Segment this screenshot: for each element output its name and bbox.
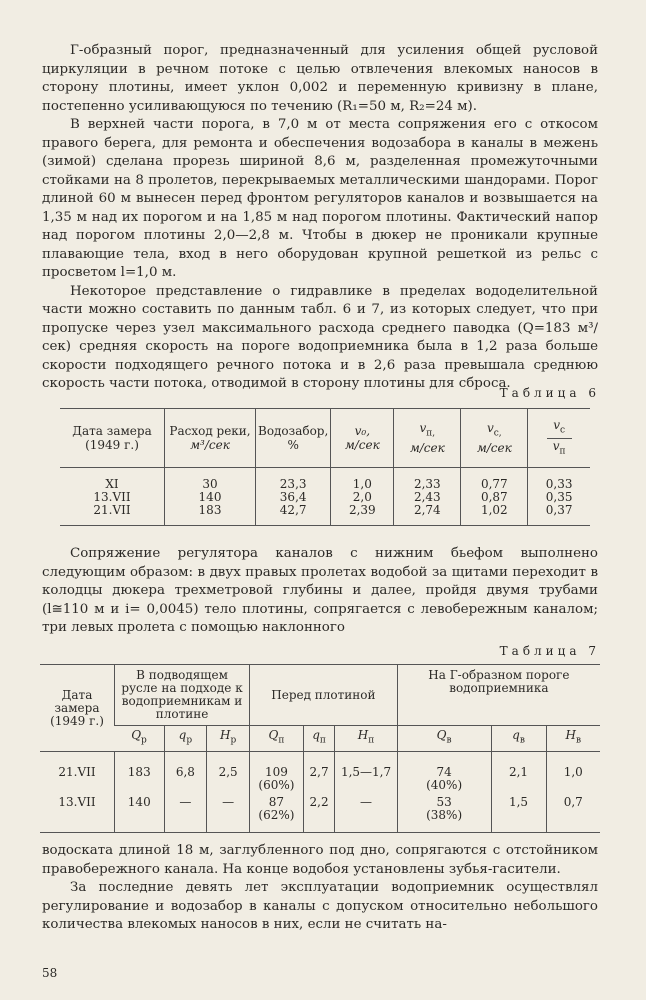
symbol: Q bbox=[436, 728, 447, 742]
table-row bbox=[60, 478, 590, 491]
cell-vc: 0,77 bbox=[461, 478, 528, 491]
col-header-intake: Водозабор, % bbox=[256, 409, 331, 468]
cell-Qv bbox=[397, 752, 491, 793]
sub: р bbox=[141, 735, 147, 746]
cell-flow: 183 bbox=[165, 504, 256, 526]
fraction-numerator bbox=[547, 418, 572, 438]
cell-date: 21.VII bbox=[60, 504, 165, 526]
cell-intake: 42,7 bbox=[256, 504, 331, 526]
col-header-qv bbox=[491, 726, 546, 752]
paragraph: Некоторое представление о гидравлике в пределах вододелительной части можно составить по данным табл. 6 и 7, из которых следует, что при пропуске через узел максимального расхода среднего паводка (Q=183 м³/сек) средняя скорость на пороге водоприемника была в 1,2 раза больше скорости подходящего речного потока и в 2,6 раза превышала среднюю скорость части потока, отводимой в сторону плотины для сброса. bbox=[42, 283, 598, 391]
header-sub: с, bbox=[493, 428, 502, 439]
table-row bbox=[40, 792, 600, 833]
cell-vp: 2,33 bbox=[394, 478, 461, 491]
sub: п bbox=[559, 445, 566, 456]
symbol: Q bbox=[131, 728, 142, 742]
header-text: Расход реки, bbox=[169, 424, 251, 438]
symbol: q bbox=[312, 728, 320, 742]
col-header-flow bbox=[165, 409, 256, 468]
col-header-ratio bbox=[528, 409, 590, 468]
cell-date: 13.VII bbox=[40, 792, 115, 833]
col-header-qr bbox=[164, 726, 207, 752]
cell-Qr: 183 bbox=[115, 752, 165, 793]
header-unit: м/сек bbox=[409, 440, 445, 455]
cell-Hr: — bbox=[207, 792, 250, 833]
cell-qp: 2,7 bbox=[303, 752, 335, 793]
symbol: H bbox=[220, 728, 231, 742]
cell-qr: 6,8 bbox=[164, 752, 207, 793]
percent: (40%) bbox=[426, 778, 463, 793]
col-header-Hv bbox=[546, 726, 600, 752]
table-6 bbox=[60, 408, 590, 526]
sub: в bbox=[575, 735, 582, 746]
col-header-Qp bbox=[250, 726, 304, 752]
col-header-Hp bbox=[335, 726, 397, 752]
header-symbol: v bbox=[419, 421, 427, 436]
sub: р bbox=[230, 735, 237, 746]
symbol: Q bbox=[268, 728, 279, 742]
cell-qv: 2,1 bbox=[491, 752, 546, 793]
col-header-Qr bbox=[115, 726, 165, 752]
cell-intake: 36,4 bbox=[256, 491, 331, 504]
col-header-Qv bbox=[397, 726, 491, 752]
cell-flow: 30 bbox=[165, 478, 256, 491]
paragraph: За последние девять лет эксплуатации водоприемник осуществлял регулирование и водозабор в каналы с допуском относительно небольшого количества влекомых наносов в них, если не считать на- bbox=[42, 880, 598, 932]
cell-date: 13.VII bbox=[93, 490, 131, 504]
percent: (38%) bbox=[426, 808, 463, 823]
table7-caption: Таблица 7 bbox=[499, 644, 600, 658]
cell-Qv bbox=[397, 792, 491, 833]
symbol: q bbox=[178, 728, 187, 742]
text-block-bottom bbox=[42, 842, 598, 935]
group-header-before-dam: Перед плотиной bbox=[250, 665, 398, 726]
cell-Hv: 0,7 bbox=[546, 792, 600, 833]
cell-v0: 1,0 bbox=[331, 478, 394, 491]
value: 87 bbox=[268, 795, 285, 810]
cell-Qr: 140 bbox=[115, 792, 165, 833]
page-number: 58 bbox=[42, 966, 58, 980]
cell-qr: — bbox=[164, 792, 207, 833]
paragraph: В верхней части порога, в 7,0 м от места сопряжения его с откосом правого берега, для ремонта и обеспечения водозабора в каналы в межень (зимой) сделана прорезь шириной 8,6 м, разделенная промежуточными стойками на 8 пролетов, перекрываемых металлическими шандорами. Порог длиной 60 м вынесен перед фронтом регуляторов каналов и возвышается на 1,35 м над их порогом и на 1,85 м над порогом плотины. Фактический напор над порогом плотины 2,0—2,8 м. Чтобы в дюкер не проникали крупные плавающие тела, вход в него оборудован крупной решеткой из рельс с просветом l=1,0 м. bbox=[42, 117, 598, 280]
sub: в bbox=[446, 735, 452, 746]
text-block-top bbox=[42, 42, 598, 394]
cell-v0: 2,0 bbox=[331, 491, 394, 504]
col-header-qp bbox=[303, 726, 335, 752]
sub: р bbox=[186, 735, 193, 746]
col-header-vc bbox=[461, 409, 528, 468]
symbol: q bbox=[512, 728, 520, 742]
cell-intake: 23,3 bbox=[256, 478, 331, 491]
value: 53 bbox=[436, 795, 452, 810]
cell-vp: 2,43 bbox=[394, 491, 461, 504]
cell-ratio: 0,35 bbox=[528, 491, 590, 504]
sub: с bbox=[560, 425, 566, 436]
value: 109 bbox=[264, 765, 288, 780]
cell-vp: 2,74 bbox=[394, 504, 461, 526]
symbol: H bbox=[565, 728, 576, 742]
symbol: v bbox=[552, 438, 560, 453]
sub: п bbox=[368, 735, 375, 746]
table-row bbox=[60, 491, 590, 504]
symbol: H bbox=[357, 728, 369, 742]
table6-caption: Таблица 6 bbox=[499, 386, 600, 400]
cell-Hp: 1,5—1,7 bbox=[335, 752, 397, 793]
cell-Hp: — bbox=[335, 792, 397, 833]
cell-qp: 2,2 bbox=[303, 792, 335, 833]
col-header-date: Дата замера (1949 г.) bbox=[40, 665, 115, 752]
cell-vc: 0,87 bbox=[461, 491, 528, 504]
paragraph: Г-образный порог, предназначенный для усиления общей русловой циркуляции в речном потоке с целью отвлечения влекомых наносов в сторону плотины, имеет уклон 0,002 и переменную кривизну в плане, постепенно усиливающуюся по течению (R₁=50 м, R₂=24 м). bbox=[42, 43, 598, 114]
table-row bbox=[40, 752, 600, 793]
sub: п bbox=[319, 735, 326, 746]
text-block-middle bbox=[42, 545, 598, 638]
header-unit: м³/сек bbox=[190, 438, 230, 452]
symbol: v bbox=[553, 418, 561, 433]
table-row bbox=[60, 504, 590, 526]
fraction-denominator bbox=[547, 439, 572, 458]
value: 74 bbox=[436, 765, 452, 780]
cell-Qp bbox=[250, 752, 304, 793]
col-header-vp bbox=[394, 409, 461, 468]
ratio-fraction bbox=[547, 418, 572, 458]
cell-Hr: 2,5 bbox=[207, 752, 250, 793]
table-7 bbox=[40, 664, 600, 833]
paragraph: Сопряжение регулятора каналов с нижним бьефом выполнено следующим образом: в двух правых пролетах водобой за щитами переходит в колодцы дюкера трехметровой глубины и далее, пройдя двумя трубами (l≅110 м и i= 0,0045) тело плотины, сопрягается с левобережным каналом; три левых пролета с помощью наклонного bbox=[42, 546, 598, 635]
header-unit: м/сек bbox=[344, 438, 380, 452]
header-sub: п, bbox=[426, 428, 436, 439]
col-header-v0 bbox=[331, 409, 394, 468]
group-header-intake-sill: На Г-образном пороге водоприемника bbox=[397, 665, 600, 726]
cell-ratio: 0,37 bbox=[528, 504, 590, 526]
sub: в bbox=[519, 735, 525, 746]
cell-qv: 1,5 bbox=[491, 792, 546, 833]
cell-Hv: 1,0 bbox=[546, 752, 600, 793]
group-header-approach: В подводящем русле на подходе к водоприемникам и плотине bbox=[115, 665, 250, 726]
col-header-Hr bbox=[207, 726, 250, 752]
paragraph: водоската длиной 18 м, заглубленного под дно, сопрягаются с отстойником правобережного канала. На конце водобоя установлены зубья-гасители. bbox=[42, 843, 598, 877]
header-unit: м/сек bbox=[476, 440, 512, 455]
cell-vc: 1,02 bbox=[461, 504, 528, 526]
header-symbol: v₀, bbox=[354, 424, 371, 438]
cell-date: XI bbox=[105, 477, 119, 491]
cell-Qp bbox=[250, 792, 304, 833]
cell-v0: 2,39 bbox=[331, 504, 394, 526]
percent: (62%) bbox=[258, 808, 295, 823]
cell-date: 21.VII bbox=[58, 765, 96, 780]
percent: (60%) bbox=[258, 778, 295, 793]
sub: п bbox=[278, 735, 285, 746]
cell-ratio: 0,33 bbox=[528, 478, 590, 491]
cell-flow: 140 bbox=[165, 491, 256, 504]
col-header-date: Дата замера (1949 г.) bbox=[60, 409, 165, 468]
header-symbol: v bbox=[486, 421, 494, 436]
